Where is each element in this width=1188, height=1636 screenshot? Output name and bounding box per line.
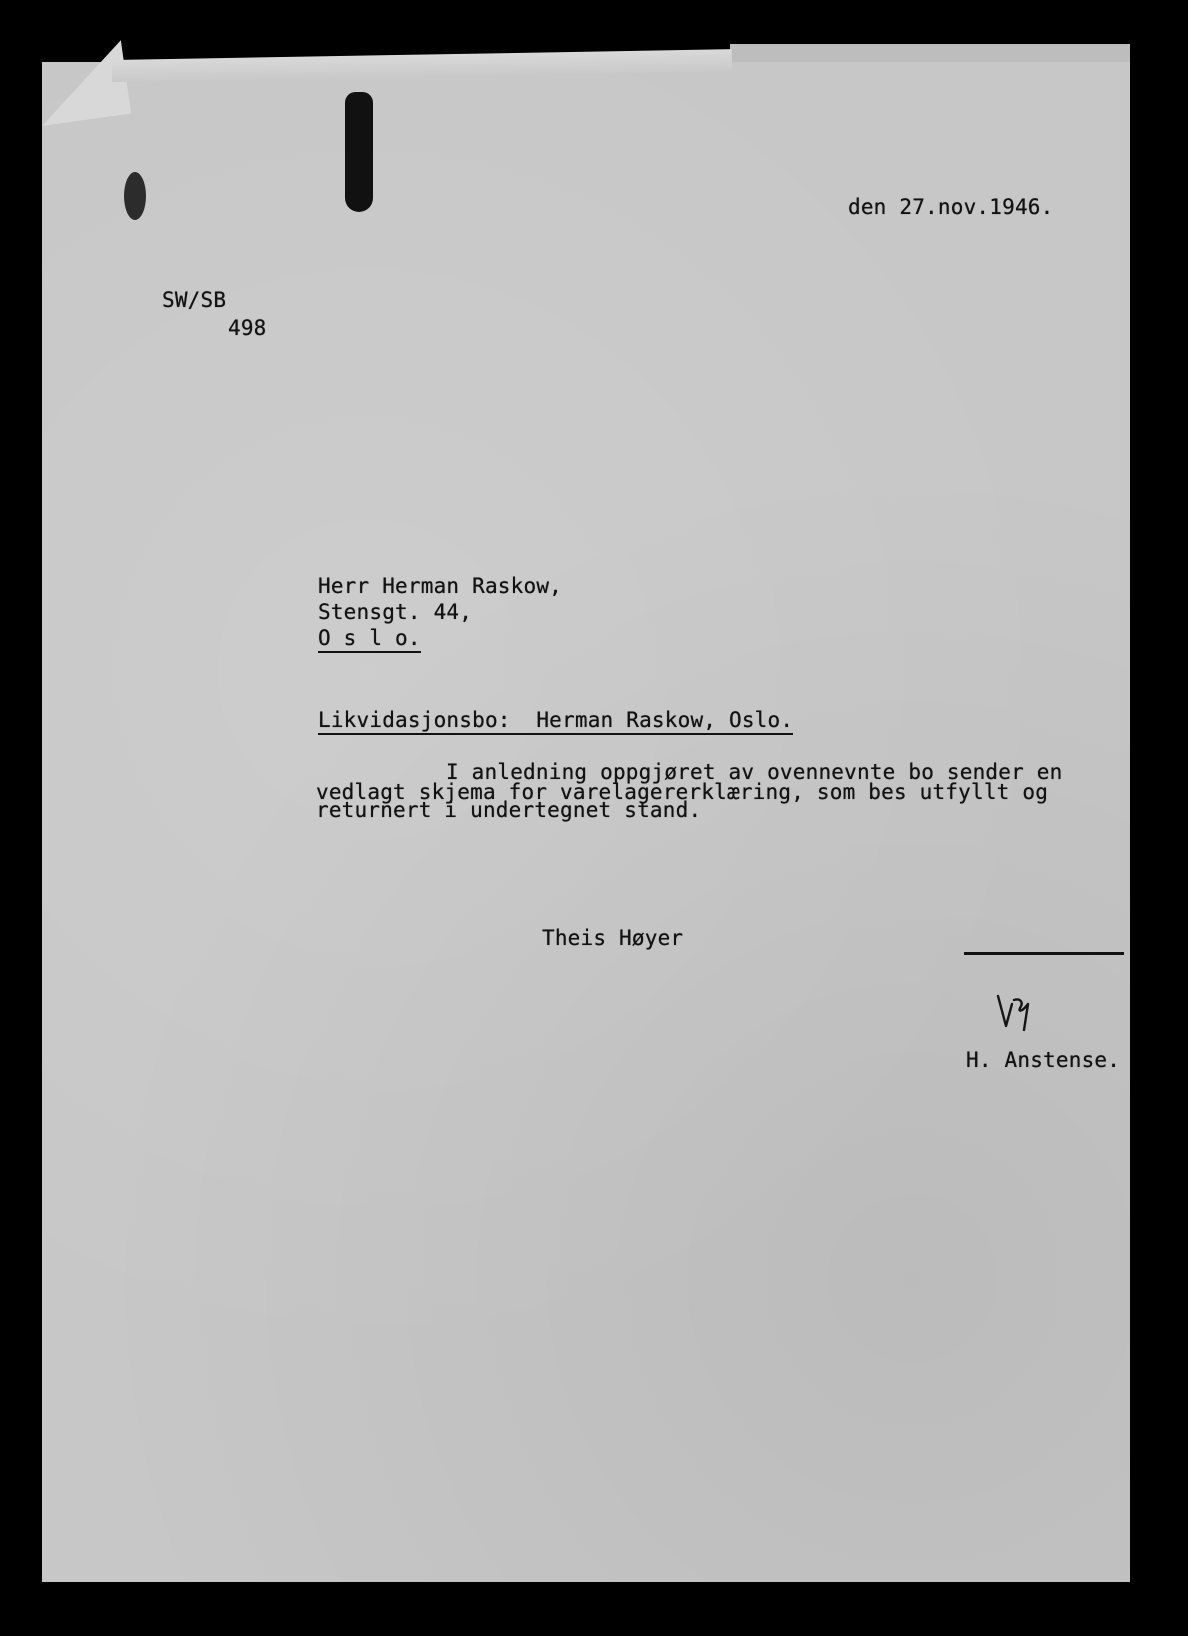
ink-smudge (124, 172, 146, 220)
body-line: vedlagt skjema for varelagererklæring, som bes utfyllt og (316, 780, 1049, 804)
letter-subject: Likvidasjonsbo: Herman Raskow, Oslo. (318, 710, 793, 735)
recipient-name: Herr Herman Raskow, (318, 574, 563, 598)
body-line: I anledning oppgjøret av ovennevnte bo sender en (446, 760, 1063, 784)
letter-date: den 27.nov.1946. (848, 195, 1054, 219)
reference-initials: SW/SB (162, 288, 227, 312)
folded-corner (32, 40, 131, 126)
staple-mark (345, 92, 373, 212)
recipient-street: Stensgt. 44, (318, 600, 473, 624)
body-line: returnert i undertegnet stand. (316, 798, 702, 822)
signoff-company: Theis Høyer (542, 926, 684, 950)
recipient-city: O s l o. (318, 628, 421, 653)
handwritten-signature (994, 990, 1042, 1032)
signatory-name: H. Anstense. (966, 1048, 1121, 1072)
reference-number: 498 (228, 316, 267, 340)
signature-line (964, 952, 1124, 955)
